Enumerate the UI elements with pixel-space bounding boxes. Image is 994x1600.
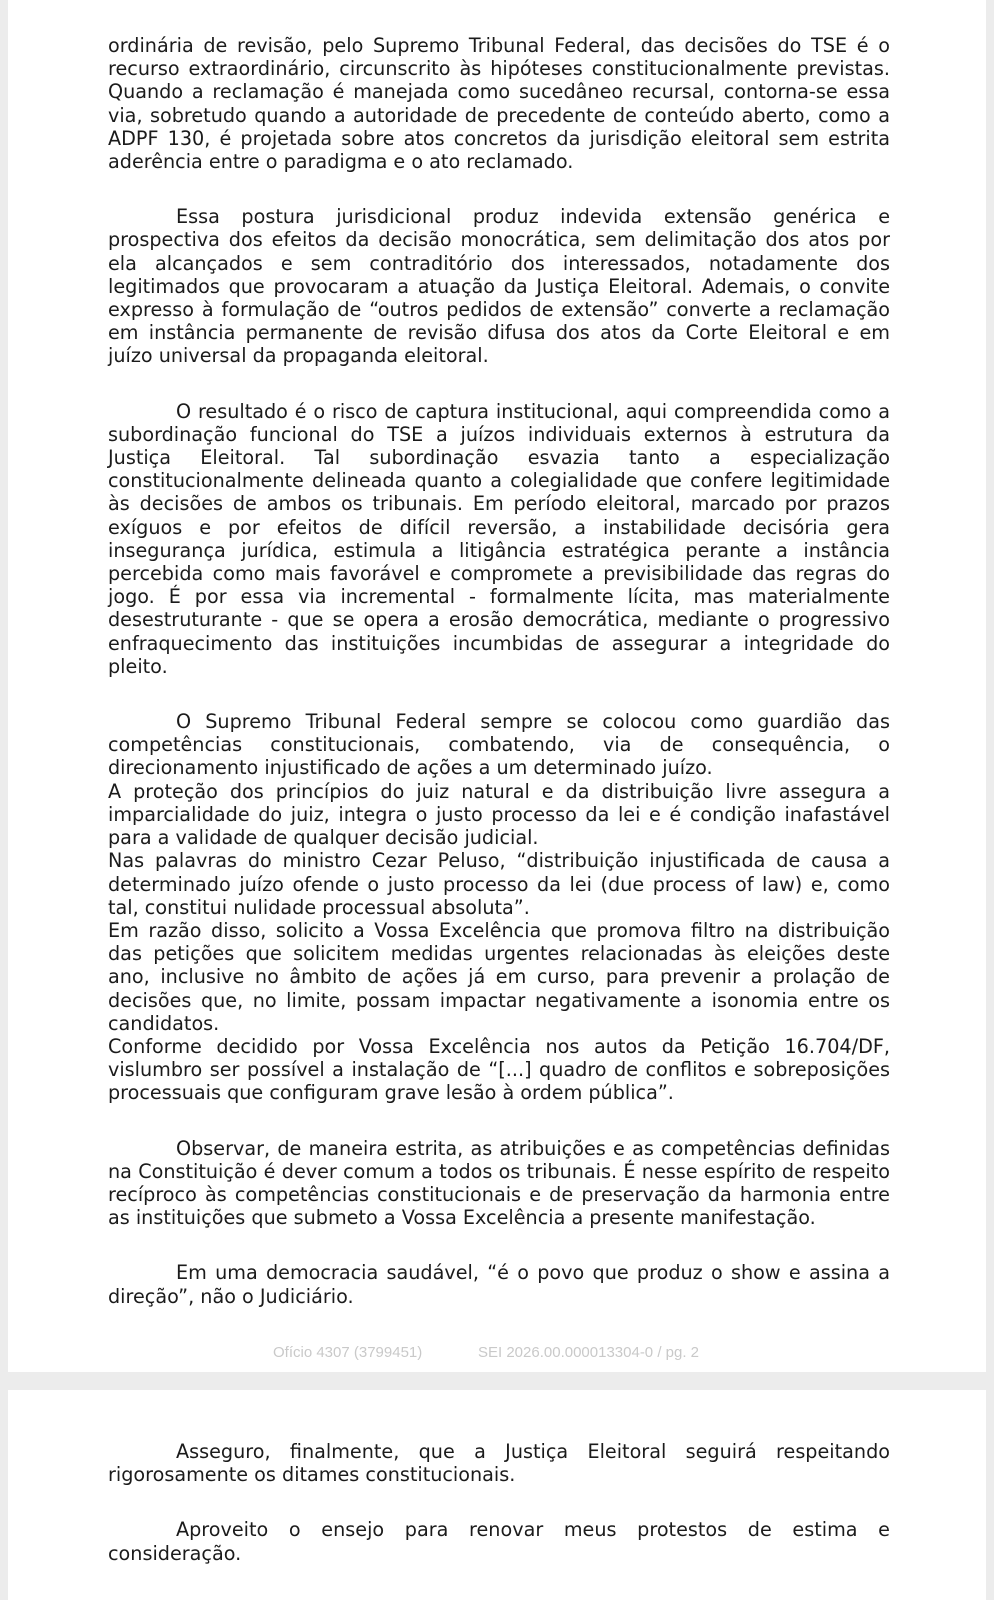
paragraph-asseguro: Asseguro, finalmente, que a Justiça Eleitoral seguirá respeitando rigorosamente os ditames constitucionais. [108,1440,890,1487]
page-1-body [108,34,890,1308]
paragraph-respeito-reciproco: Observar, de maneira estrita, as atribuições e as competências definidas na Constituição é dever comum a todos os tribunais. É nesse espírito de respeito recíproco às competências constitucionais e de preservação da harmonia entre as instituições que submeto a Vossa Excelência a presente manifestação. [108,1136,890,1230]
paragraph-citacao-peluso: Nas palavras do ministro Cezar Peluso, “distribuição injustificada de causa a determinado juízo ofende o justo processo da lei (due process of law) e, como tal, constitui nulidade processual absoluta”. [108,849,890,919]
paragraph-captura-institucional: O resultado é o risco de captura institucional, aqui compreendida como a subordinação funcional do TSE a juízos individuais externos à estrutura da Justiça Eleitoral. Tal subordinação esvazia tanto a especialização constitucionalmente delineada quanto a colegialidade que confere legitimidade às decisões de ambos os tribunais. Em período eleitoral, marcado por prazos exíguos e por efeitos de difícil reversão, a instabilidade decisória gera insegurança jurídica, estimula a litigância estratégica perante a instância percebida como mais favorável e compromete a previsibilidade das regras do jogo. É por essa via incremental - formalmente lícita, mas materialmente desestruturante - que se opera a erosão democrática, mediante o progressivo enfraquecimento das instituições incumbidas de assegurar a integridade do pleito. [108,399,890,678]
paragraph-aproveito: Aproveito o ensejo para renovar meus protestos de estima e consideração. [108,1518,890,1565]
document-page-2 [8,1390,986,1600]
footer-doc-ref: Ofício 4307 (3799451) [273,1344,423,1361]
paragraph-revisao: ordinária de revisão, pelo Supremo Tribunal Federal, das decisões do TSE é o recurso extraordinário, circunscrito às hipóteses constitucionalmente previstas. Quando a reclamação é manejada como sucedâneo recursal, contorna-se essa via, sobretudo quando a autoridade de precedente de conteúdo aberto, como a ADPF 130, é projetada sobre atos concretos da jurisdição eleitoral sem estrita aderência entre o paradigma e o ato reclamado. [108,34,890,174]
paragraph-solicitacao-filtro: Em razão disso, solicito a Vossa Excelência que promova filtro na distribuição das petições que solicitem medidas urgentes relacionadas às eleições deste ano, inclusive no âmbito de ações já em curso, para prevenir a prolação de decisões que, no limite, possam impactar negativamente a isonomia entre os candidatos. [108,918,890,1035]
paragraph-juiz-natural: A proteção dos princípios do juiz natural e da distribuição livre assegura a imparcialidade do juiz, integra o justo processo da lei e é condição inafastável para a validade de qualquer decisão judicial. [108,779,890,850]
paragraph-peticao-16704: Conforme decidido por Vossa Excelência nos autos da Petição 16.704/DF, vislumbro ser possível a instalação de “[...] quadro de conflitos e sobreposições processuais que configuram grave lesão à ordem pública”. [108,1034,890,1105]
footer-page-ref: SEI 2026.00.000013304-0 / pg. 2 [478,1344,700,1361]
paragraph-guardiao-competencias: O Supremo Tribunal Federal sempre se colocou como guardião das competências constitucionais, combatendo, via de consequência, o direcionamento injustificado de ações a um determinado juízo. [108,710,890,780]
page-2-body [108,1440,890,1565]
paragraph-postura-jurisdicional: Essa postura jurisdicional produz indevida extensão genérica e prospectiva dos efeitos da decisão monocrática, sem delimitação dos atos por ela alcançados e sem contraditório dos interessados, notadamente dos legitimados que provocaram a atuação da Justiça Eleitoral. Ademais, o convite expresso à formulação de “outros pedidos de extensão” converte a reclamação em instância permanente de revisão difusa dos atos da Corte Eleitoral e em juízo universal da propaganda eleitoral. [108,205,890,368]
paragraph-democracia-saudavel: Em uma democracia saudável, “é o povo que produz o show e assina a direção”, não o Judiciário. [108,1261,890,1308]
document-page-1 [8,0,986,1372]
